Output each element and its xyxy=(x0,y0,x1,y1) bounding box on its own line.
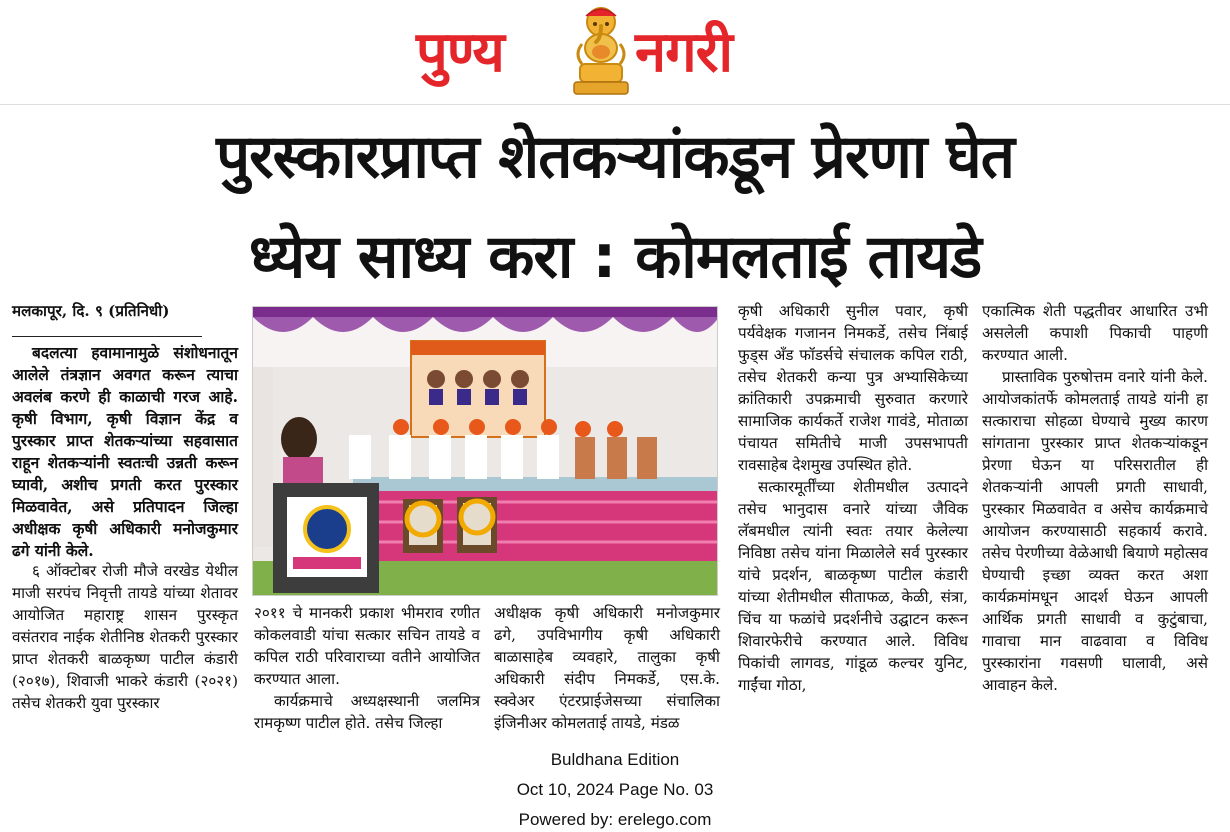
masthead-divider xyxy=(0,104,1230,105)
powered-by-label: Powered by: erelego.com xyxy=(518,810,712,829)
dateline: मलकापूर, दि. ९ (प्रतिनिधी) xyxy=(12,302,170,320)
date-page-label: Oct 10, 2024 Page No. 03 xyxy=(516,780,714,799)
masthead-title-left: पुण्य xyxy=(416,20,504,85)
article-column-1 xyxy=(12,300,238,562)
article-column-5 xyxy=(982,300,1208,696)
article-paragraph: २०११ चे मानकरी प्रकाश भीमराव रणीत कोकलवाडी यांचा सत्कार सचिन तायडे व कपिल राठी परिवाराच्या वतीने आयोजित करण्यात आला. xyxy=(254,604,480,688)
lead-paragraph: बदलत्या हवामानामुळे संशोधनातून आलेले तंत्रज्ञान अवगत करून त्याचा अवलंब करणे ही काळाची गरज आहे. कृषी विभाग, कृषी विज्ञान केंद्र व पुरस्कार प्राप्त शेतकऱ्यांच्या सहवासात राहून शेतकऱ्यांनी स्वतःची उन्नती करून घ्यावी, अशीच प्रगती करत पुरस्कार मिळवावेत, असे प्रतिपादन जिल्हा अधीक्षक कृषी अधिकारी मनोजकुमार ढगे यांनी केले. xyxy=(12,343,238,560)
event-photo-illustration xyxy=(253,307,718,596)
article-paragraph: अधीक्षक कृषी अधिकारी मनोजकुमार ढगे, उपविभागीय कृषी अधिकारी बाळासाहेब व्यवहारे, तालुका कृषी अधिकारी संदीप निमकर्डे, एस.के. स्क्वेअर एंटरप्राईजेसच्या संचालिका इंजिनीअर कोमलताई तायडे, मंडळ xyxy=(494,604,720,732)
article-column-4 xyxy=(738,300,968,696)
article-paragraph: प्रास्ताविक पुरुषोत्तम वनारे यांनी केले. आयोजकांतर्फे कोमलताई तायडे यांनी हा सत्काराचा सोहळा घेण्याचे मुख्य कारण सांगताना पुरस्कार प्राप्त शेतकऱ्यांकडून प्रेरणा घेऊन या परिसरातील ही शेतकऱ्यांनी आपली प्रगती साधावी, पुरस्कार मिळवावेत व असेच कार्यक्रमाचे आयोजन करण्यासाठी सहकार्य करावे. तसेच पेरणीच्या वेळेआधी बियाणे महोत्सव घेण्याची इच्छा व्यक्त करत अशा कार्यक्रमांमधून आदर्श घेऊन आपली आर्थिक प्रगती साधावी व कुटुंबाचा, गावाचा मान वाढवावा व विविध पुरस्कारांना गवसणी घालावी, असे आवाहन केले. xyxy=(982,368,1208,694)
masthead-title-right: नगरी xyxy=(635,20,733,85)
article-paragraph: ६ ऑक्टोबर रोजी मौजे वरखेड येथील माजी सरपंच निवृत्ती तायडे यांच्या शेतावर आयोजित महाराष्ट्र शासन पुरस्कृत वसंतराव नाईक शेतीनिष्ठ शेतकरी पुरस्कार प्राप्त शेतकरी बाळकृष्ण पाटील कंडारी (२०१७), शिवाजी भाकरे कंडारी (२०२१) तसेच शेतकरी युवा पुरस्कार xyxy=(12,562,238,712)
article-column-3 xyxy=(494,602,720,734)
article-paragraph: कार्यक्रमाचे अध्यक्षस्थानी जलमित्र रामकृष्ण पाटील होते. तसेच जिल्हा xyxy=(254,692,480,732)
headline-line-2: ध्येय साध्य करा : कोमलताई तायडे xyxy=(248,222,982,292)
dateline-divider xyxy=(12,336,202,337)
event-photo xyxy=(252,306,718,596)
article-paragraph: सत्कारमूर्तींच्या शेतीमधील उत्पादने तसेच भानुदास वनारे यांच्या जैविक लॅबमधील त्यांनी स्वतः तयार केलेल्या निविष्ठा तसेच यांना मिळालेले सर्व पुरस्कार यांचे प्रदर्शन, बाळकृष्ण पाटील कंडारी यांच्या शेतीमधील सीताफळ, केळी, संत्रा, चिंच या फळांचे प्रदर्शनीचे उद्घाटन करून शिवारफेरीचे करण्यात आले. विविध पिकांची लागवड, गांडूळ कल्चर युनिट, गाईंचा गोठा, xyxy=(738,478,968,694)
masthead-logo xyxy=(410,4,820,100)
article-column-1-continued xyxy=(12,560,238,714)
masthead xyxy=(0,0,1230,108)
headline-line-1: पुरस्कारप्राप्त शेतकऱ्यांकडून प्रेरणा घेत xyxy=(216,122,1014,192)
edition-label: Buldhana Edition xyxy=(550,750,680,769)
article-paragraph: कृषी अधिकारी सुनील पवार, कृषी पर्यवेक्षक गजानन निमकर्डे, तसेच निंबाई फुड्स अँड फॉडर्सचे संचालक कपिल राठी, तसेच शेतकरी कन्या पुत्र अभ्यासिकेच्या क्रांतिकारी उपक्रमाची सुरुवात करणारे सामाजिक कार्यकर्ते राजेश गावंडे, मोताळा पंचायत समितीचे माजी उपसभापती रावसाहेब देशमुख उपस्थित होते. xyxy=(738,302,968,474)
article-column-2 xyxy=(254,602,480,734)
ganesh-emblem-icon xyxy=(568,4,634,100)
article-paragraph: एकात्मिक शेती पद्धतीवर आधारित उभी असलेली कपाशी पिकाची पाहणी करण्यात आली. xyxy=(982,302,1208,364)
